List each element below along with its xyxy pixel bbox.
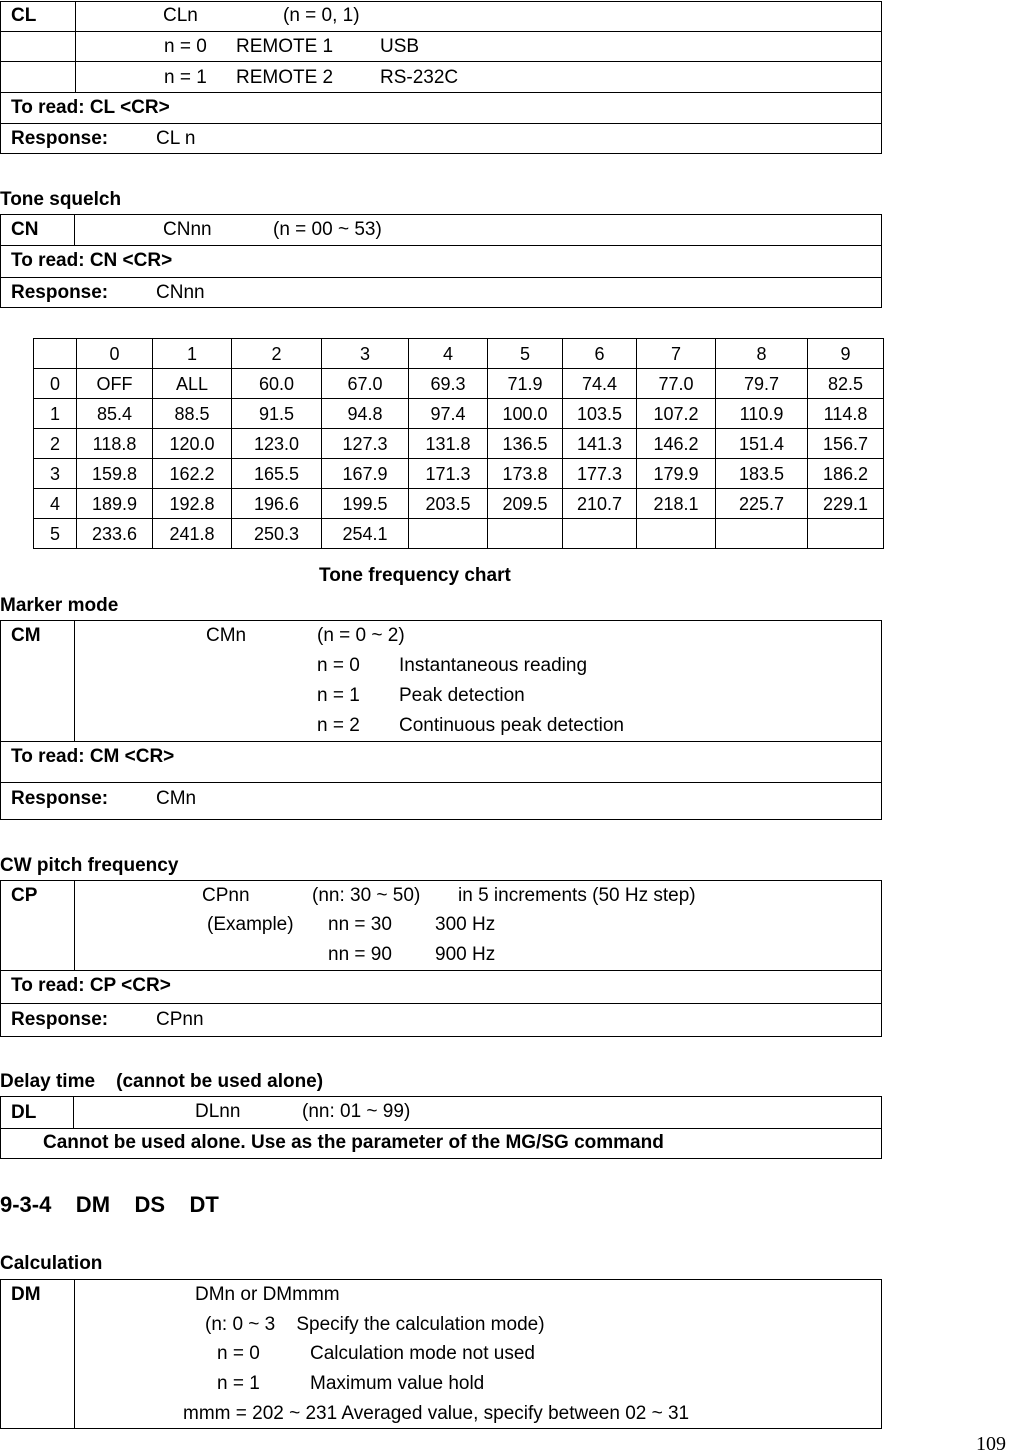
table-cell: 120.0 [153, 429, 232, 459]
divider [0, 245, 882, 246]
row-header: 3 [34, 459, 77, 489]
dl-code: DL [11, 1102, 37, 1123]
cp-example-nn-90: nn = 90 [328, 944, 392, 965]
cm-n2-desc: Continuous peak detection [399, 715, 624, 736]
table-cell: 171.3 [409, 459, 488, 489]
table-cell: 173.8 [488, 459, 563, 489]
dm-range: (n: 0 ~ 3 Specify the calculation mode) [205, 1314, 545, 1335]
cn-format: CNnn [163, 219, 212, 240]
divider [0, 31, 882, 32]
cl-read: To read: CL <CR> [11, 97, 170, 118]
cl-code: CL [11, 5, 37, 26]
table-cell: 196.6 [232, 489, 322, 519]
row-header: 1 [34, 399, 77, 429]
cm-read: To read: CM <CR> [11, 746, 175, 767]
cp-example-freq-300: 300 Hz [435, 914, 496, 935]
divider [73, 1096, 74, 1128]
table-cell: 209.5 [488, 489, 563, 519]
tone-chart-caption: Tone frequency chart [319, 565, 511, 586]
table-cell: 210.7 [563, 489, 637, 519]
divider [0, 1128, 882, 1129]
cm-response-label: Response: [11, 788, 109, 809]
table-row [34, 399, 884, 429]
cn-response-value: CNnn [156, 282, 205, 303]
table-cell: 218.1 [637, 489, 716, 519]
column-header: 0 [77, 339, 153, 369]
cl-n0-iface: USB [380, 36, 420, 57]
table-cell: 79.7 [716, 369, 808, 399]
table-cell: 165.5 [232, 459, 322, 489]
divider [75, 1, 76, 92]
table-cell: 156.7 [808, 429, 884, 459]
cm-title: Marker mode [0, 595, 119, 616]
cp-response-label: Response: [11, 1009, 109, 1030]
dm-n1-desc: Maximum value hold [310, 1373, 485, 1394]
table-cell: 77.0 [637, 369, 716, 399]
column-header: 4 [409, 339, 488, 369]
table-cell [409, 519, 488, 549]
cl-range: (n = 0, 1) [283, 5, 360, 26]
column-header: 1 [153, 339, 232, 369]
table-cell: 69.3 [409, 369, 488, 399]
divider [74, 1279, 75, 1429]
cp-example-nn-30: nn = 30 [328, 914, 392, 935]
table-cell: 131.8 [409, 429, 488, 459]
table-cell: 118.8 [77, 429, 153, 459]
cl-response-label: Response: [11, 128, 109, 149]
table-cell: 94.8 [322, 399, 409, 429]
cl-n0: n = 0 [164, 36, 207, 57]
cn-read: To read: CN <CR> [11, 250, 173, 271]
table-cell [716, 519, 808, 549]
cp-example-label: (Example) [207, 914, 294, 935]
table-cell: 127.3 [322, 429, 409, 459]
table-cell: 167.9 [322, 459, 409, 489]
tone-frequency-table [33, 338, 884, 549]
divider [0, 123, 882, 124]
table-cell: 254.1 [322, 519, 409, 549]
table-cell: 183.5 [716, 459, 808, 489]
cm-n0: n = 0 [317, 655, 360, 676]
table-cell: 123.0 [232, 429, 322, 459]
cp-code: CP [11, 885, 38, 906]
table-cell [808, 519, 884, 549]
page-number: 109 [976, 1433, 1006, 1455]
cm-n0-desc: Instantaneous reading [399, 655, 588, 676]
cm-n1-desc: Peak detection [399, 685, 525, 706]
divider [0, 61, 882, 62]
dl-note: Cannot be used alone. Use as the parameter of the MG/SG command [43, 1132, 664, 1153]
cm-n1: n = 1 [317, 685, 360, 706]
table-cell: 229.1 [808, 489, 884, 519]
table-cell: 186.2 [808, 459, 884, 489]
table-row [34, 429, 884, 459]
cp-note: in 5 increments (50 Hz step) [458, 885, 696, 906]
table-cell [563, 519, 637, 549]
column-header [34, 339, 77, 369]
table-cell: 60.0 [232, 369, 322, 399]
table-cell: 162.2 [153, 459, 232, 489]
table-cell: 88.5 [153, 399, 232, 429]
cl-n1: n = 1 [164, 67, 207, 88]
dm-n0: n = 0 [217, 1343, 260, 1364]
dl-range: (nn: 01 ~ 99) [302, 1101, 411, 1122]
table-cell: ALL [153, 369, 232, 399]
table-cell: 103.5 [563, 399, 637, 429]
divider [0, 741, 882, 742]
cn-range: (n = 00 ~ 53) [273, 219, 382, 240]
divider [74, 214, 75, 245]
table-cell: OFF [77, 369, 153, 399]
divider [0, 277, 882, 278]
table-row [34, 369, 884, 399]
cn-title: Tone squelch [0, 189, 122, 210]
cp-format: CPnn [202, 885, 250, 906]
cl-format: CLn [163, 5, 198, 26]
table-cell: 199.5 [322, 489, 409, 519]
table-cell: 67.0 [322, 369, 409, 399]
dm-title: Calculation [0, 1253, 103, 1274]
column-header: 7 [637, 339, 716, 369]
table-cell: 151.4 [716, 429, 808, 459]
table-cell: 114.8 [808, 399, 884, 429]
table-cell: 241.8 [153, 519, 232, 549]
table-cell: 141.3 [563, 429, 637, 459]
table-cell: 250.3 [232, 519, 322, 549]
column-header: 2 [232, 339, 322, 369]
table-cell [488, 519, 563, 549]
cm-format: CMn [206, 625, 247, 646]
table-header-row [34, 339, 884, 369]
divider [74, 620, 75, 741]
cp-range: (nn: 30 ~ 50) [312, 885, 421, 906]
table-cell: 146.2 [637, 429, 716, 459]
table-cell: 82.5 [808, 369, 884, 399]
row-header: 2 [34, 429, 77, 459]
cp-response-value: CPnn [156, 1009, 204, 1030]
table-cell: 177.3 [563, 459, 637, 489]
table-row [34, 489, 884, 519]
table-row [34, 519, 884, 549]
table-cell: 179.9 [637, 459, 716, 489]
table-cell: 85.4 [77, 399, 153, 429]
table-cell: 74.4 [563, 369, 637, 399]
dm-code: DM [11, 1284, 41, 1305]
cl-response-value: CL n [156, 128, 196, 149]
cn-code: CN [11, 219, 39, 240]
divider [0, 782, 882, 783]
table-cell: 233.6 [77, 519, 153, 549]
cm-code: CM [11, 625, 41, 646]
table-cell: 136.5 [488, 429, 563, 459]
row-header: 5 [34, 519, 77, 549]
dl-title: Delay time (cannot be used alone) [0, 1071, 324, 1092]
cm-n2: n = 2 [317, 715, 360, 736]
table-cell: 71.9 [488, 369, 563, 399]
table-cell: 189.9 [77, 489, 153, 519]
cp-example-freq-900: 900 Hz [435, 944, 496, 965]
dm-mmm: mmm = 202 ~ 231 Averaged value, specify between 02 ~ 31 [183, 1403, 690, 1424]
cm-range: (n = 0 ~ 2) [317, 625, 405, 646]
table-cell: 97.4 [409, 399, 488, 429]
table-cell [637, 519, 716, 549]
cl-n1-port: REMOTE 2 [236, 67, 334, 88]
dl-format: DLnn [195, 1101, 241, 1122]
divider [74, 880, 75, 970]
divider [0, 970, 882, 971]
table-cell: 159.8 [77, 459, 153, 489]
cp-title: CW pitch frequency [0, 855, 179, 876]
row-header: 0 [34, 369, 77, 399]
column-header: 8 [716, 339, 808, 369]
cn-response-label: Response: [11, 282, 109, 303]
divider [0, 92, 882, 93]
table-cell: 107.2 [637, 399, 716, 429]
table-cell: 203.5 [409, 489, 488, 519]
column-header: 3 [322, 339, 409, 369]
table-cell: 192.8 [153, 489, 232, 519]
dm-format: DMn or DMmmm [195, 1284, 340, 1305]
column-header: 5 [488, 339, 563, 369]
cm-response-value: CMn [156, 788, 197, 809]
section-heading: 9-3-4 DM DS DT [0, 1192, 219, 1217]
cp-read: To read: CP <CR> [11, 975, 171, 996]
dm-n0-desc: Calculation mode not used [310, 1343, 535, 1364]
table-row [34, 459, 884, 489]
cl-n1-iface: RS-232C [380, 67, 459, 88]
table-cell: 91.5 [232, 399, 322, 429]
row-header: 4 [34, 489, 77, 519]
dm-n1: n = 1 [217, 1373, 260, 1394]
table-cell: 110.9 [716, 399, 808, 429]
table-cell: 100.0 [488, 399, 563, 429]
table-cell: 225.7 [716, 489, 808, 519]
cl-n0-port: REMOTE 1 [236, 36, 334, 57]
column-header: 9 [808, 339, 884, 369]
divider [0, 1003, 882, 1004]
column-header: 6 [563, 339, 637, 369]
